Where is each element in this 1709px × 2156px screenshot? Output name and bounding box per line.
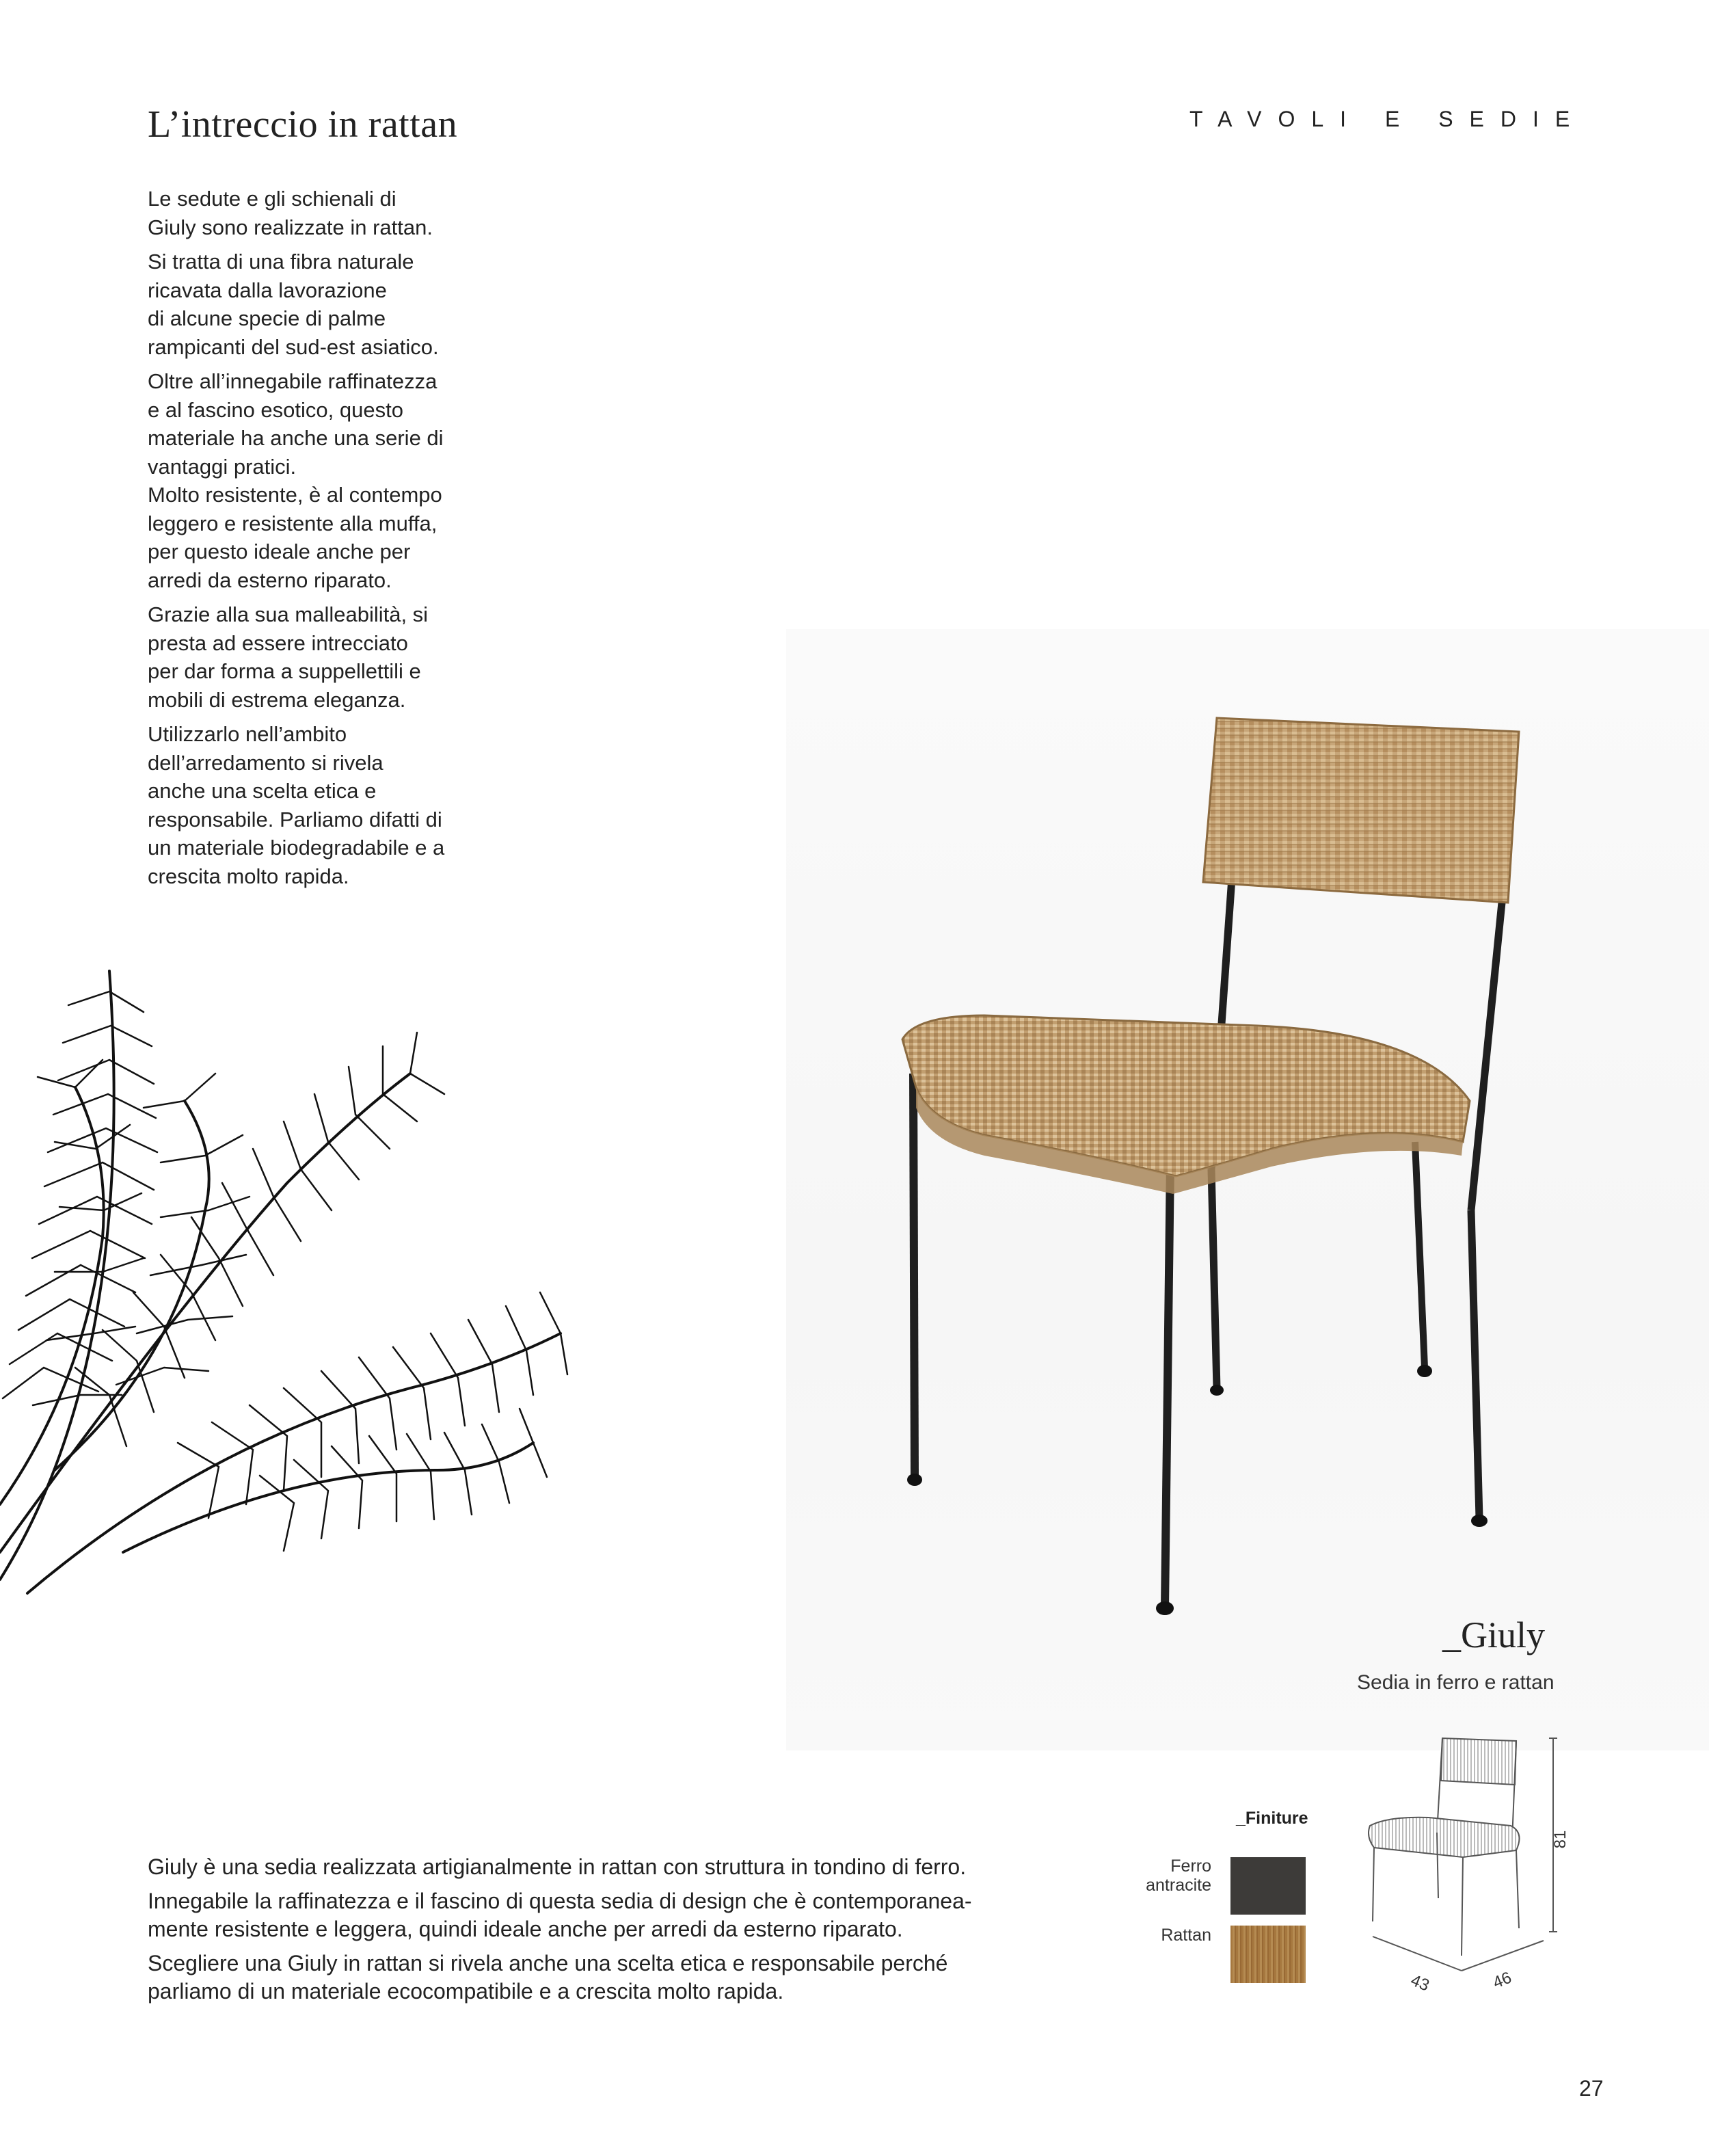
- intro-paragraph: Oltre all’innegabile raffinatezza e al fascino esotico, questo materiale ha anche una serie di vantaggi pratici. Molto resistente, è al contempo leggero e resistente alla muffa, per questo ideale anche per arredi da esterno riparato.: [148, 369, 444, 592]
- product-subtitle: Sedia in ferro e rattan: [1357, 1671, 1555, 1694]
- chair-photo: [889, 704, 1531, 1648]
- page-number: 27: [1579, 2076, 1604, 2101]
- dimension-diagram: [1360, 1723, 1570, 2010]
- product-name: _Giuly: [1442, 1614, 1546, 1655]
- finish-label-rattan: Rattan: [1161, 1926, 1211, 1945]
- intro-paragraph: Le sedute e gli schienali di Giuly sono realizzate in rattan.: [148, 187, 433, 239]
- description-paragraph: Innegabile la raffinatezza e il fascino di questa sedia di design che è contemporanea- mente resistente e leggera, quindi ideale anche per arredi da esterno riparato.: [148, 1889, 972, 1941]
- dimension-width: 43: [1408, 1971, 1432, 1995]
- dimension-height: 81: [1551, 1830, 1570, 1849]
- product-description: [148, 1853, 1036, 2012]
- intro-paragraph: Si tratta di una fibra naturale ricavata dalla lavorazione di alcune specie di palme rampicanti del sud-est asiatico.: [148, 250, 439, 359]
- description-paragraph: Scegliere una Giuly in rattan si rivela anche una scelta etica e responsabile perché parliamo di un materiale ecocompatibile e a crescita molto rapida.: [148, 1951, 948, 2004]
- intro-paragraph: Grazie alla sua malleabilità, si presta ad essere intrecciato per dar forma a suppellettili e mobili di estrema eleganza.: [148, 602, 429, 712]
- description-paragraph: Giuly è una sedia realizzata artigianalmente in rattan con struttura in tondino di ferro.: [148, 1854, 967, 1879]
- page-title: L’intreccio in rattan: [148, 103, 458, 146]
- section-heading: TAVOLI E SEDIE: [1189, 107, 1587, 131]
- finish-label-ferro: [1088, 1856, 1211, 1895]
- finish-label-text: Ferro antracite: [1146, 1856, 1211, 1895]
- intro-paragraph: Utilizzarlo nell’ambito dell’arredamento si rivela anche una scelta etica e responsabile. Parliamo difatti di un materiale biodegradabile e a crescita molto rapida.: [148, 722, 445, 888]
- finish-swatch-rattan: [1230, 1926, 1306, 1983]
- finish-swatch-ferro: [1230, 1857, 1306, 1915]
- fern-illustration: [0, 950, 574, 1600]
- dimension-depth: 46: [1490, 1968, 1515, 1993]
- intro-text: [148, 185, 503, 896]
- finishes-title: _Finiture: [1236, 1809, 1308, 1828]
